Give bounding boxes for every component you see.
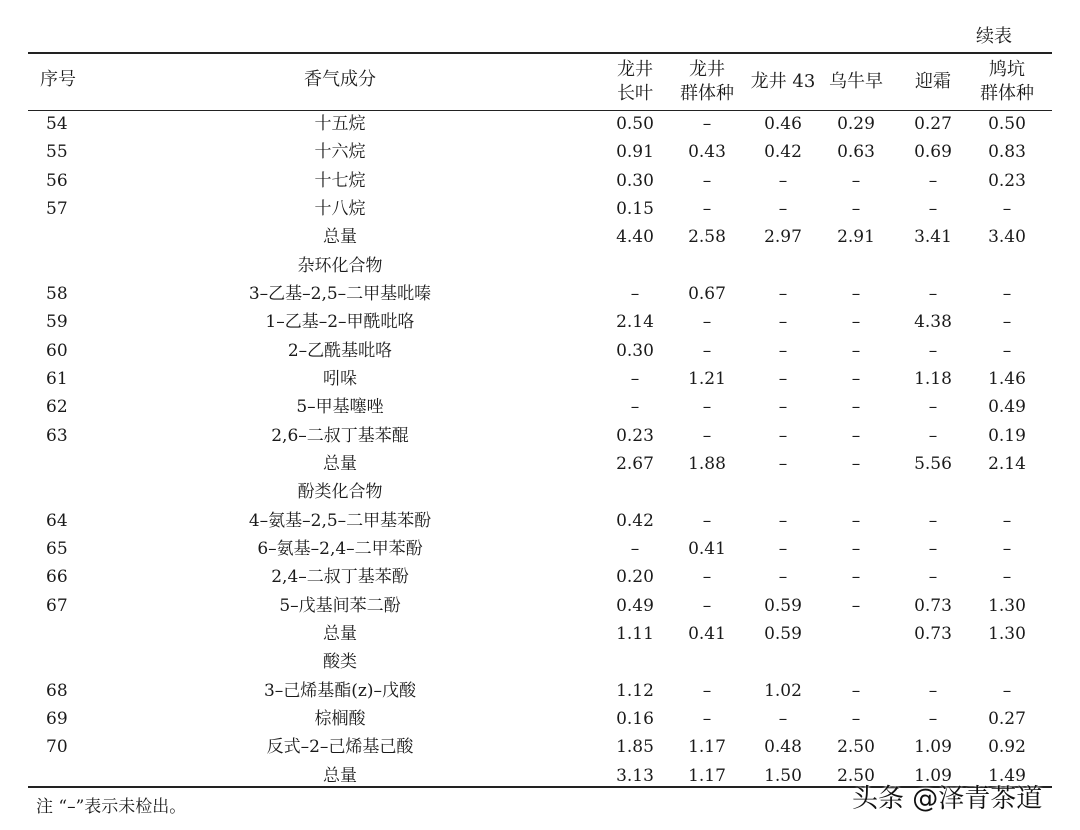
row-value: – xyxy=(1002,340,1012,361)
row-value: 1.88 xyxy=(688,453,726,474)
row-value: 2.14 xyxy=(988,453,1026,474)
row-value: 1.50 xyxy=(764,765,802,786)
row-value: 0.42 xyxy=(764,142,802,163)
row-value: – xyxy=(851,368,861,389)
row-value: 1.12 xyxy=(616,680,654,701)
row-component-name: 总量 xyxy=(323,765,357,786)
row-value: – xyxy=(702,708,712,729)
row-value: 1.11 xyxy=(616,623,654,644)
row-value: 0.27 xyxy=(914,114,952,134)
row-component-name: 反式–2–己烯基己酸 xyxy=(266,737,414,758)
row-value: – xyxy=(778,312,788,333)
table-row xyxy=(0,393,1080,421)
header-component: 香气成分 xyxy=(304,69,376,90)
row-value: 1.85 xyxy=(616,737,654,758)
header-yingshuang: 迎霜 xyxy=(915,71,951,92)
row-component-name: 十五烷 xyxy=(314,114,366,134)
row-component-name: 5–戊基间苯二酚 xyxy=(279,595,401,616)
row-value: 3.40 xyxy=(988,227,1026,248)
row-index: 65 xyxy=(46,538,68,559)
row-index: 61 xyxy=(46,368,68,389)
row-value: 0.41 xyxy=(688,538,726,559)
row-index: 68 xyxy=(46,680,68,701)
row-value: 0.50 xyxy=(616,114,654,134)
row-value: – xyxy=(928,680,938,701)
row-value: 0.23 xyxy=(616,425,654,446)
row-value: – xyxy=(778,283,788,304)
row-value: – xyxy=(630,538,640,559)
row-value: 0.92 xyxy=(988,737,1026,758)
header-longjing-43: 龙井 43 xyxy=(750,71,816,92)
table-row xyxy=(0,422,1080,450)
table-row xyxy=(0,648,1080,676)
row-value: 0.49 xyxy=(988,397,1026,418)
row-value: – xyxy=(1002,567,1012,588)
row-value: 4.38 xyxy=(914,312,952,333)
row-value: 2.50 xyxy=(837,765,875,786)
table-row xyxy=(0,733,1080,761)
table-row xyxy=(0,620,1080,648)
row-value: 1.09 xyxy=(914,737,952,758)
row-component-name: 4–氨基–2,5–二甲基苯酚 xyxy=(248,510,432,531)
row-value: – xyxy=(851,312,861,333)
row-component-name: 2–乙酰基吡咯 xyxy=(287,340,393,361)
row-value: – xyxy=(702,312,712,333)
row-value: – xyxy=(702,510,712,531)
row-component-name: 杂环化合物 xyxy=(297,255,383,276)
row-value: – xyxy=(630,368,640,389)
row-value: – xyxy=(928,198,938,219)
row-value: 2.97 xyxy=(764,227,802,248)
table-row xyxy=(0,138,1080,166)
row-value: 2.67 xyxy=(616,453,654,474)
row-value: 0.20 xyxy=(616,567,654,588)
row-value: 0.29 xyxy=(837,114,875,134)
row-value: – xyxy=(928,567,938,588)
row-value: – xyxy=(851,340,861,361)
row-index: 67 xyxy=(46,595,68,616)
row-value: – xyxy=(1002,312,1012,333)
row-value: – xyxy=(778,397,788,418)
row-value: – xyxy=(702,680,712,701)
table-row xyxy=(0,252,1080,280)
row-component-name: 1–乙基–2–甲酰吡咯 xyxy=(265,312,415,333)
row-value: 1.17 xyxy=(688,737,726,758)
row-component-name: 十八烷 xyxy=(314,198,366,219)
row-value: – xyxy=(778,198,788,219)
row-value: 0.73 xyxy=(914,623,952,644)
row-value: 3.41 xyxy=(914,227,952,248)
row-value: – xyxy=(1002,680,1012,701)
table-row xyxy=(0,195,1080,223)
header-longjing-changye: 龙井 长叶 xyxy=(617,59,653,104)
row-index: 70 xyxy=(46,737,68,758)
row-value: 0.63 xyxy=(837,142,875,163)
row-component-name: 5–甲基噻唑 xyxy=(296,397,384,418)
row-index: 56 xyxy=(46,170,68,191)
row-value: 0.42 xyxy=(616,510,654,531)
row-index: 57 xyxy=(46,198,68,219)
row-value: – xyxy=(702,340,712,361)
row-value: 5.56 xyxy=(914,453,952,474)
row-value: 0.46 xyxy=(764,114,802,134)
table-row xyxy=(0,167,1080,195)
row-value: – xyxy=(851,397,861,418)
row-value: 2.91 xyxy=(837,227,875,248)
row-index: 59 xyxy=(46,312,68,333)
table-row xyxy=(0,223,1080,251)
row-value: – xyxy=(928,425,938,446)
table-row xyxy=(0,592,1080,620)
row-value: – xyxy=(702,397,712,418)
table-note: 注 “–”表示未检出。 xyxy=(36,797,187,817)
row-value: 1.18 xyxy=(914,368,952,389)
row-component-name: 2,4–二叔丁基苯酚 xyxy=(271,567,409,588)
continued-label: 续表 xyxy=(976,26,1012,47)
row-component-name: 棕榈酸 xyxy=(314,708,366,729)
table-row xyxy=(0,365,1080,393)
row-index: 54 xyxy=(46,114,68,134)
table-row xyxy=(0,563,1080,591)
row-value: – xyxy=(851,170,861,191)
row-component-name: 总量 xyxy=(323,227,357,248)
row-value: – xyxy=(851,425,861,446)
row-value: 1.17 xyxy=(688,765,726,786)
row-value: 1.09 xyxy=(914,765,952,786)
table-row xyxy=(0,337,1080,365)
row-value: – xyxy=(778,708,788,729)
row-value: 0.27 xyxy=(988,708,1026,729)
table-row xyxy=(0,705,1080,733)
row-value: 0.23 xyxy=(988,170,1026,191)
row-index: 69 xyxy=(46,708,68,729)
row-value: – xyxy=(851,538,861,559)
row-value: 3.13 xyxy=(616,765,654,786)
table-row xyxy=(0,110,1080,138)
row-value: 2.14 xyxy=(616,312,654,333)
row-value: – xyxy=(851,708,861,729)
watermark: 头条 @泽青茶道 xyxy=(852,784,1043,814)
row-value: – xyxy=(778,340,788,361)
row-value: – xyxy=(1002,538,1012,559)
row-value: – xyxy=(928,170,938,191)
row-value: 0.91 xyxy=(616,142,654,163)
table-row xyxy=(0,535,1080,563)
row-value: – xyxy=(630,283,640,304)
row-value: 0.30 xyxy=(616,340,654,361)
row-value: 0.19 xyxy=(988,425,1026,446)
row-value: 1.49 xyxy=(988,765,1026,786)
row-value: 0.59 xyxy=(764,595,802,616)
row-value: 1.02 xyxy=(764,680,802,701)
row-index: 58 xyxy=(46,283,68,304)
row-index: 62 xyxy=(46,397,68,418)
row-value: – xyxy=(851,198,861,219)
row-value: 0.48 xyxy=(764,737,802,758)
row-value: – xyxy=(851,567,861,588)
row-value: 0.59 xyxy=(764,623,802,644)
row-value: – xyxy=(928,538,938,559)
table-row xyxy=(0,677,1080,705)
row-value: 0.83 xyxy=(988,142,1026,163)
row-component-name: 总量 xyxy=(323,453,357,474)
table-row xyxy=(0,450,1080,478)
row-value: 4.40 xyxy=(616,227,654,248)
table-row xyxy=(0,507,1080,535)
row-value: – xyxy=(702,567,712,588)
row-value: 0.73 xyxy=(914,595,952,616)
row-value: – xyxy=(702,170,712,191)
row-component-name: 3–己烯基酯(z)–戊酸 xyxy=(263,680,417,701)
row-index: 60 xyxy=(46,340,68,361)
row-value: – xyxy=(702,425,712,446)
row-value: – xyxy=(702,595,712,616)
row-value: – xyxy=(851,680,861,701)
row-value: – xyxy=(851,510,861,531)
table-row xyxy=(0,478,1080,506)
row-value: 1.30 xyxy=(988,595,1026,616)
row-value: – xyxy=(928,397,938,418)
table-row xyxy=(0,280,1080,308)
row-value: 1.21 xyxy=(688,368,726,389)
row-value: – xyxy=(702,198,712,219)
row-value: 2.50 xyxy=(837,737,875,758)
row-value: – xyxy=(1002,198,1012,219)
row-value: 0.50 xyxy=(988,114,1026,134)
row-value: – xyxy=(851,283,861,304)
row-value: – xyxy=(928,708,938,729)
row-value: – xyxy=(778,425,788,446)
row-component-name: 酚类化合物 xyxy=(297,482,383,503)
row-value: 0.41 xyxy=(688,623,726,644)
row-value: 1.30 xyxy=(988,623,1026,644)
row-component-name: 十七烷 xyxy=(314,170,366,191)
row-value: 0.69 xyxy=(914,142,952,163)
row-value: 0.43 xyxy=(688,142,726,163)
row-value: 0.15 xyxy=(616,198,654,219)
row-index: 64 xyxy=(46,510,68,531)
row-value: 2.58 xyxy=(688,227,726,248)
row-value: – xyxy=(928,283,938,304)
row-value: – xyxy=(778,510,788,531)
row-value: – xyxy=(851,453,861,474)
row-value: – xyxy=(778,567,788,588)
row-value: – xyxy=(778,368,788,389)
header-index: 序号 xyxy=(40,69,76,90)
row-component-name: 2,6–二叔丁基苯醌 xyxy=(271,425,409,446)
row-value: – xyxy=(630,397,640,418)
table-row xyxy=(0,308,1080,336)
row-index: 63 xyxy=(46,425,68,446)
row-value: 1.46 xyxy=(988,368,1026,389)
row-value: – xyxy=(851,595,861,616)
row-value: – xyxy=(1002,283,1012,304)
row-component-name: 酸类 xyxy=(323,652,357,673)
header-longjing-qunti: 龙井 群体种 xyxy=(680,59,734,104)
row-value: – xyxy=(1002,510,1012,531)
row-component-name: 总量 xyxy=(323,623,357,644)
row-component-name: 6–氨基–2,4–二甲苯酚 xyxy=(257,538,423,559)
row-index: 66 xyxy=(46,567,68,588)
row-component-name: 3–乙基–2,5–二甲基吡嗪 xyxy=(248,283,432,304)
header-wuniuzao: 乌牛早 xyxy=(829,71,883,92)
row-value: 0.30 xyxy=(616,170,654,191)
row-value: – xyxy=(778,453,788,474)
row-value: – xyxy=(928,340,938,361)
row-value: 0.67 xyxy=(688,283,726,304)
row-value: 0.49 xyxy=(616,595,654,616)
row-index: 55 xyxy=(46,142,68,163)
row-value: 0.16 xyxy=(616,708,654,729)
row-component-name: 吲哚 xyxy=(323,368,357,389)
row-value: – xyxy=(778,170,788,191)
row-value: – xyxy=(928,510,938,531)
row-value: – xyxy=(702,114,712,134)
row-component-name: 十六烷 xyxy=(314,142,366,163)
table-top-rule xyxy=(28,52,1052,54)
row-value: – xyxy=(778,538,788,559)
header-jiukeng-qunti: 鸠坑 群体种 xyxy=(980,59,1034,104)
